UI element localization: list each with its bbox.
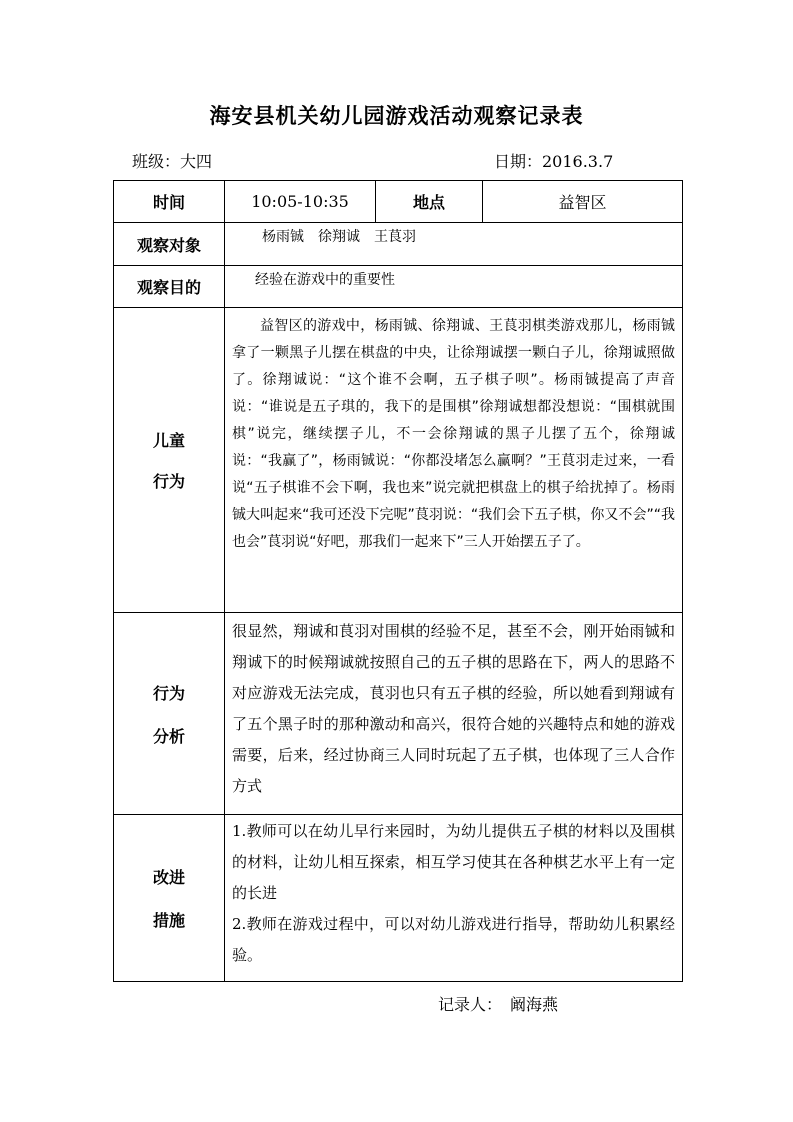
subjects-value: 杨雨铖 徐翔诚 王茛羽 [262, 229, 416, 245]
analysis-text: 很显然，翔诚和茛羽对围棋的经验不足，甚至不会，刚开始雨铖和翔诚下的时候翔诚就按照自己的五子棋的思路在下，两人的思路不对应游戏无法完成，茛羽也只有五子棋的经验，所以她看到翔诚有了五个黑子时的那种激动和高兴，很符合她的兴趣特点和她的游戏需要，后来，经过协商三人同时玩起了五子棋，也体现了三人合作方式 [232, 622, 675, 795]
place-label: 地点 [412, 193, 445, 212]
improvement-text [232, 816, 675, 971]
page-title: 海安县机关幼儿园游戏活动观察记录表 [209, 104, 584, 128]
analysis-label [114, 613, 224, 814]
table-border-bottom [113, 981, 683, 982]
improvement-label [114, 815, 224, 981]
improvement-label-line2: 措施 [152, 911, 185, 930]
behavior-label-line2: 行为 [152, 472, 185, 491]
improvement-label-line1: 改进 [152, 868, 185, 887]
behavior-text: 益智区的游戏中，杨雨铖、徐翔诚、王茛羽棋类游戏那儿，杨雨铖拿了一颗黑子儿摆在棋盘的中央，让徐翔诚摆一颗白子儿，徐翔诚照做了。徐翔诚说：“这个谁不会啊，五子棋子呗”。杨雨铖提高了声音说：“谁说是五子琪的，我下的是围棋”徐翔诚想都没想说：“围棋就围棋”说完，继续摆子儿，不一会徐翔诚的黑子儿摆了五个，徐翔诚说：“我赢了”，杨雨铖说：“你都没堵怎么赢啊？”王茛羽走过来，一看说“五子棋谁不会下啊，我也来”说完就把棋盘上的棋子给扰掉了。杨雨铖大叫起来“我可还没下完呢”茛羽说：“我们会下五子棋，你又不会”“我也会”茛羽说“好吧，那我们一起来下”三人开始摆五子了。 [232, 318, 675, 550]
time-value: 10:05-10:35 [251, 192, 349, 211]
subjects-label: 观察对象 [136, 235, 201, 255]
behavior-label [114, 308, 224, 612]
recorder-label: 记录人： 阚海燕 [438, 995, 559, 1014]
behavior-label-line1: 儿童 [152, 431, 185, 450]
table-col-divider [224, 180, 225, 982]
date-label: 日期：2016.3.7 [494, 152, 614, 171]
purpose-label: 观察目的 [136, 278, 201, 297]
class-label: 班级：大四 [132, 152, 213, 171]
improvement-item-2: 2.教师在游戏过程中，可以对幼儿游戏进行指导，帮助幼儿积累经验。 [232, 915, 675, 964]
improvement-item-1: 1.教师可以在幼儿早行来园时，为幼儿提供五子棋的材料以及围棋的材料，让幼儿相互探索，相互学习使其在各种棋艺水平上有一定的长进 [232, 822, 675, 902]
purpose-value: 经验在游戏中的重要性 [255, 272, 395, 288]
time-label: 时间 [152, 193, 185, 212]
place-value: 益智区 [558, 193, 607, 212]
analysis-label-line1: 行为 [152, 683, 185, 703]
analysis-label-line2: 分析 [152, 726, 185, 746]
table-border-right [682, 180, 683, 982]
